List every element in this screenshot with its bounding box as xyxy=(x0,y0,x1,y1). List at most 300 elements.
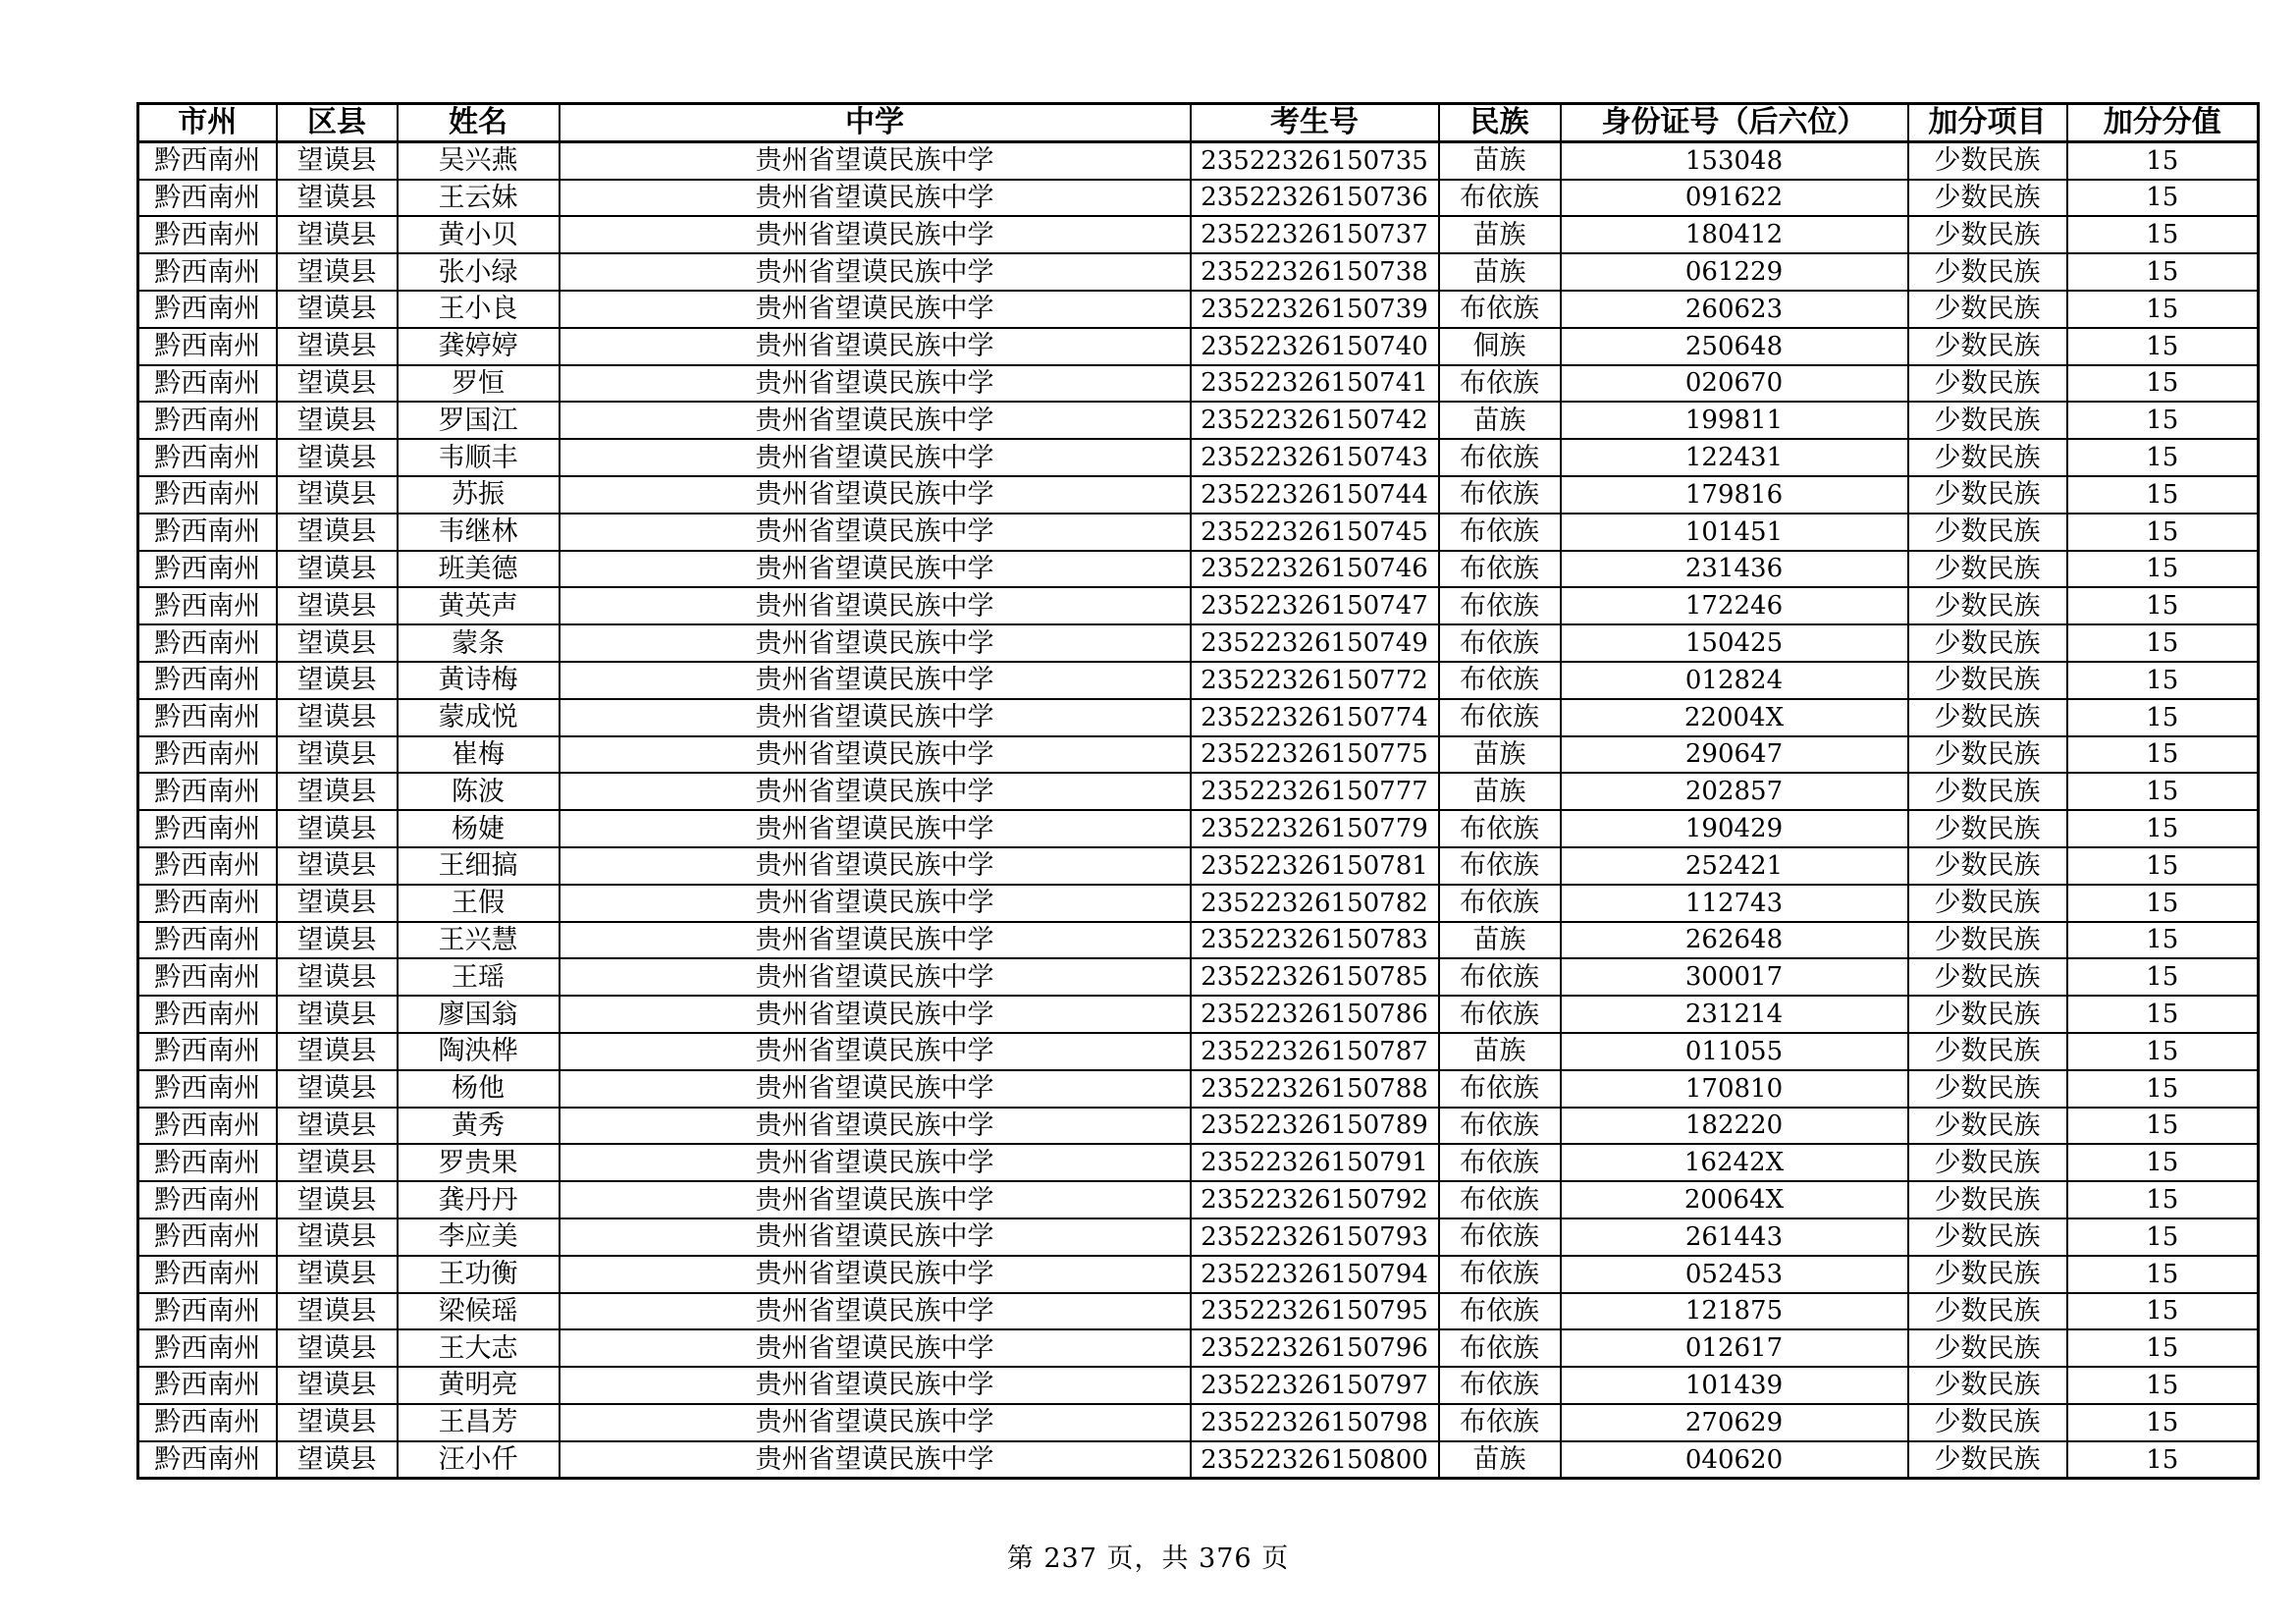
cell-id-last6: 172246 xyxy=(1561,587,1908,624)
cell-name: 王昌芳 xyxy=(398,1404,560,1441)
table-body xyxy=(138,141,2259,1479)
cell-school: 贵州省望谟民族中学 xyxy=(560,996,1191,1033)
cell-school: 贵州省望谟民族中学 xyxy=(560,514,1191,551)
cell-exam-number: 23522326150739 xyxy=(1191,291,1439,328)
cell-id-last6: 150425 xyxy=(1561,624,1908,662)
table-row xyxy=(138,922,2259,959)
table-row xyxy=(138,365,2259,403)
cell-bonus-points: 15 xyxy=(2067,1329,2259,1367)
cell-bonus-points: 15 xyxy=(2067,476,2259,514)
cell-id-last6: 012824 xyxy=(1561,662,1908,699)
cell-bonus-points: 15 xyxy=(2067,922,2259,959)
cell-city: 黔西南州 xyxy=(138,1033,277,1070)
cell-ethnicity: 苗族 xyxy=(1439,253,1561,291)
cell-ethnicity: 布依族 xyxy=(1439,1108,1561,1145)
cell-ethnicity: 布依族 xyxy=(1439,476,1561,514)
cell-city: 黔西南州 xyxy=(138,1404,277,1441)
cell-bonus-points: 15 xyxy=(2067,180,2259,217)
cell-ethnicity: 布依族 xyxy=(1439,551,1561,588)
cell-bonus-points: 15 xyxy=(2067,328,2259,365)
cell-bonus-points: 15 xyxy=(2067,1256,2259,1293)
cell-city: 黔西南州 xyxy=(138,1441,277,1479)
cell-county: 望谟县 xyxy=(277,216,398,253)
cell-exam-number: 23522326150794 xyxy=(1191,1256,1439,1293)
cell-bonus-item: 少数民族 xyxy=(1908,1329,2067,1367)
cell-school: 贵州省望谟民族中学 xyxy=(560,1070,1191,1108)
cell-exam-number: 23522326150737 xyxy=(1191,216,1439,253)
cell-county: 望谟县 xyxy=(277,1144,398,1181)
cell-name: 罗国江 xyxy=(398,402,560,439)
cell-id-last6: 179816 xyxy=(1561,476,1908,514)
cell-bonus-points: 15 xyxy=(2067,587,2259,624)
header-city: 市州 xyxy=(138,104,277,142)
table-row xyxy=(138,291,2259,328)
table-row xyxy=(138,253,2259,291)
cell-exam-number: 23522326150800 xyxy=(1191,1441,1439,1479)
table-row xyxy=(138,1256,2259,1293)
table-row xyxy=(138,699,2259,736)
table-row xyxy=(138,773,2259,810)
table-row xyxy=(138,551,2259,588)
table-row xyxy=(138,476,2259,514)
cell-id-last6: 180412 xyxy=(1561,216,1908,253)
cell-bonus-item: 少数民族 xyxy=(1908,328,2067,365)
table-row xyxy=(138,1033,2259,1070)
cell-id-last6: 260623 xyxy=(1561,291,1908,328)
header-name: 姓名 xyxy=(398,104,560,142)
cell-city: 黔西南州 xyxy=(138,958,277,996)
cell-name: 黄诗梅 xyxy=(398,662,560,699)
cell-county: 望谟县 xyxy=(277,365,398,403)
table-row xyxy=(138,141,2259,179)
header-county: 区县 xyxy=(277,104,398,142)
cell-county: 望谟县 xyxy=(277,1441,398,1479)
cell-bonus-points: 15 xyxy=(2067,1070,2259,1108)
cell-school: 贵州省望谟民族中学 xyxy=(560,1144,1191,1181)
cell-exam-number: 23522326150795 xyxy=(1191,1293,1439,1330)
cell-bonus-item: 少数民族 xyxy=(1908,736,2067,774)
cell-school: 贵州省望谟民族中学 xyxy=(560,662,1191,699)
cell-county: 望谟县 xyxy=(277,328,398,365)
cell-id-last6: 012617 xyxy=(1561,1329,1908,1367)
cell-bonus-item: 少数民族 xyxy=(1908,810,2067,847)
cell-name: 黄英声 xyxy=(398,587,560,624)
cell-school: 贵州省望谟民族中学 xyxy=(560,402,1191,439)
cell-bonus-points: 15 xyxy=(2067,216,2259,253)
cell-ethnicity: 布依族 xyxy=(1439,439,1561,476)
cell-name: 汪小仟 xyxy=(398,1441,560,1479)
cell-name: 李应美 xyxy=(398,1218,560,1256)
cell-school: 贵州省望谟民族中学 xyxy=(560,439,1191,476)
cell-bonus-item: 少数民族 xyxy=(1908,885,2067,922)
cell-city: 黔西南州 xyxy=(138,439,277,476)
cell-exam-number: 23522326150735 xyxy=(1191,141,1439,179)
cell-name: 张小绿 xyxy=(398,253,560,291)
cell-name: 杨婕 xyxy=(398,810,560,847)
header-ethnicity: 民族 xyxy=(1439,104,1561,142)
cell-bonus-item: 少数民族 xyxy=(1908,402,2067,439)
table-row xyxy=(138,996,2259,1033)
cell-bonus-item: 少数民族 xyxy=(1908,699,2067,736)
cell-name: 班美德 xyxy=(398,551,560,588)
cell-id-last6: 040620 xyxy=(1561,1441,1908,1479)
cell-bonus-points: 15 xyxy=(2067,958,2259,996)
cell-id-last6: 122431 xyxy=(1561,439,1908,476)
cell-ethnicity: 布依族 xyxy=(1439,365,1561,403)
cell-county: 望谟县 xyxy=(277,1070,398,1108)
cell-name: 王兴慧 xyxy=(398,922,560,959)
cell-exam-number: 23522326150791 xyxy=(1191,1144,1439,1181)
cell-ethnicity: 侗族 xyxy=(1439,328,1561,365)
cell-city: 黔西南州 xyxy=(138,699,277,736)
cell-city: 黔西南州 xyxy=(138,885,277,922)
table-row xyxy=(138,439,2259,476)
cell-exam-number: 23522326150779 xyxy=(1191,810,1439,847)
cell-city: 黔西南州 xyxy=(138,1070,277,1108)
cell-county: 望谟县 xyxy=(277,885,398,922)
cell-school: 贵州省望谟民族中学 xyxy=(560,1293,1191,1330)
cell-city: 黔西南州 xyxy=(138,1181,277,1218)
cell-id-last6: 20064X xyxy=(1561,1181,1908,1218)
table-row xyxy=(138,180,2259,217)
table-row xyxy=(138,736,2259,774)
table-row xyxy=(138,514,2259,551)
cell-school: 贵州省望谟民族中学 xyxy=(560,476,1191,514)
cell-city: 黔西南州 xyxy=(138,847,277,885)
cell-bonus-item: 少数民族 xyxy=(1908,1108,2067,1145)
cell-county: 望谟县 xyxy=(277,958,398,996)
cell-bonus-item: 少数民族 xyxy=(1908,180,2067,217)
cell-name: 黄小贝 xyxy=(398,216,560,253)
cell-bonus-points: 15 xyxy=(2067,847,2259,885)
cell-bonus-points: 15 xyxy=(2067,439,2259,476)
cell-bonus-item: 少数民族 xyxy=(1908,922,2067,959)
cell-city: 黔西南州 xyxy=(138,365,277,403)
cell-exam-number: 23522326150783 xyxy=(1191,922,1439,959)
table-row xyxy=(138,1441,2259,1479)
cell-id-last6: 052453 xyxy=(1561,1256,1908,1293)
cell-name: 王瑶 xyxy=(398,958,560,996)
cell-county: 望谟县 xyxy=(277,291,398,328)
cell-county: 望谟县 xyxy=(277,624,398,662)
cell-name: 韦继林 xyxy=(398,514,560,551)
cell-ethnicity: 布依族 xyxy=(1439,1218,1561,1256)
cell-city: 黔西南州 xyxy=(138,1329,277,1367)
cell-bonus-item: 少数民族 xyxy=(1908,996,2067,1033)
cell-bonus-item: 少数民族 xyxy=(1908,624,2067,662)
cell-city: 黔西南州 xyxy=(138,291,277,328)
cell-exam-number: 23522326150785 xyxy=(1191,958,1439,996)
cell-id-last6: 170810 xyxy=(1561,1070,1908,1108)
cell-county: 望谟县 xyxy=(277,1367,398,1404)
table-row xyxy=(138,1218,2259,1256)
cell-school: 贵州省望谟民族中学 xyxy=(560,1329,1191,1367)
cell-bonus-points: 15 xyxy=(2067,551,2259,588)
cell-name: 吴兴燕 xyxy=(398,141,560,179)
cell-ethnicity: 布依族 xyxy=(1439,1329,1561,1367)
cell-city: 黔西南州 xyxy=(138,216,277,253)
cell-county: 望谟县 xyxy=(277,551,398,588)
cell-id-last6: 101451 xyxy=(1561,514,1908,551)
cell-city: 黔西南州 xyxy=(138,922,277,959)
cell-bonus-points: 15 xyxy=(2067,1108,2259,1145)
cell-name: 王大志 xyxy=(398,1329,560,1367)
cell-bonus-item: 少数民族 xyxy=(1908,253,2067,291)
cell-exam-number: 23522326150743 xyxy=(1191,439,1439,476)
cell-school: 贵州省望谟民族中学 xyxy=(560,1033,1191,1070)
cell-ethnicity: 苗族 xyxy=(1439,922,1561,959)
cell-bonus-points: 15 xyxy=(2067,699,2259,736)
cell-school: 贵州省望谟民族中学 xyxy=(560,736,1191,774)
cell-school: 贵州省望谟民族中学 xyxy=(560,1441,1191,1479)
cell-name: 龚丹丹 xyxy=(398,1181,560,1218)
cell-bonus-item: 少数民族 xyxy=(1908,476,2067,514)
table-row xyxy=(138,885,2259,922)
cell-ethnicity: 布依族 xyxy=(1439,1256,1561,1293)
cell-bonus-item: 少数民族 xyxy=(1908,439,2067,476)
table-row xyxy=(138,624,2259,662)
cell-exam-number: 23522326150738 xyxy=(1191,253,1439,291)
cell-school: 贵州省望谟民族中学 xyxy=(560,141,1191,179)
cell-exam-number: 23522326150744 xyxy=(1191,476,1439,514)
cell-county: 望谟县 xyxy=(277,922,398,959)
cell-school: 贵州省望谟民族中学 xyxy=(560,587,1191,624)
cell-exam-number: 23522326150777 xyxy=(1191,773,1439,810)
cell-ethnicity: 苗族 xyxy=(1439,736,1561,774)
table-row xyxy=(138,810,2259,847)
cell-county: 望谟县 xyxy=(277,662,398,699)
cell-bonus-points: 15 xyxy=(2067,1144,2259,1181)
cell-school: 贵州省望谟民族中学 xyxy=(560,1181,1191,1218)
table-row xyxy=(138,662,2259,699)
table-row xyxy=(138,587,2259,624)
cell-bonus-points: 15 xyxy=(2067,291,2259,328)
cell-school: 贵州省望谟民族中学 xyxy=(560,958,1191,996)
cell-bonus-points: 15 xyxy=(2067,402,2259,439)
cell-name: 梁候瑶 xyxy=(398,1293,560,1330)
cell-school: 贵州省望谟民族中学 xyxy=(560,365,1191,403)
cell-name: 王功衡 xyxy=(398,1256,560,1293)
table-row xyxy=(138,1404,2259,1441)
cell-county: 望谟县 xyxy=(277,439,398,476)
cell-city: 黔西南州 xyxy=(138,402,277,439)
cell-city: 黔西南州 xyxy=(138,662,277,699)
cell-school: 贵州省望谟民族中学 xyxy=(560,291,1191,328)
cell-bonus-points: 15 xyxy=(2067,996,2259,1033)
cell-county: 望谟县 xyxy=(277,773,398,810)
cell-bonus-points: 15 xyxy=(2067,1441,2259,1479)
cell-bonus-item: 少数民族 xyxy=(1908,551,2067,588)
cell-ethnicity: 布依族 xyxy=(1439,1293,1561,1330)
table-row xyxy=(138,1108,2259,1145)
cell-county: 望谟县 xyxy=(277,514,398,551)
cell-city: 黔西南州 xyxy=(138,810,277,847)
cell-exam-number: 23522326150740 xyxy=(1191,328,1439,365)
cell-id-last6: 262648 xyxy=(1561,922,1908,959)
cell-city: 黔西南州 xyxy=(138,587,277,624)
cell-bonus-points: 15 xyxy=(2067,773,2259,810)
cell-city: 黔西南州 xyxy=(138,253,277,291)
cell-bonus-points: 15 xyxy=(2067,1181,2259,1218)
cell-id-last6: 290647 xyxy=(1561,736,1908,774)
cell-city: 黔西南州 xyxy=(138,1218,277,1256)
cell-name: 廖国翁 xyxy=(398,996,560,1033)
cell-county: 望谟县 xyxy=(277,141,398,179)
cell-bonus-item: 少数民族 xyxy=(1908,1367,2067,1404)
cell-bonus-points: 15 xyxy=(2067,1367,2259,1404)
cell-bonus-points: 15 xyxy=(2067,1033,2259,1070)
cell-school: 贵州省望谟民族中学 xyxy=(560,1218,1191,1256)
cell-ethnicity: 布依族 xyxy=(1439,624,1561,662)
cell-id-last6: 091622 xyxy=(1561,180,1908,217)
cell-county: 望谟县 xyxy=(277,402,398,439)
cell-id-last6: 231436 xyxy=(1561,551,1908,588)
cell-school: 贵州省望谟民族中学 xyxy=(560,773,1191,810)
cell-bonus-item: 少数民族 xyxy=(1908,514,2067,551)
cell-county: 望谟县 xyxy=(277,699,398,736)
cell-name: 陈波 xyxy=(398,773,560,810)
cell-exam-number: 23522326150772 xyxy=(1191,662,1439,699)
cell-county: 望谟县 xyxy=(277,1293,398,1330)
cell-bonus-points: 15 xyxy=(2067,365,2259,403)
cell-ethnicity: 苗族 xyxy=(1439,141,1561,179)
cell-school: 贵州省望谟民族中学 xyxy=(560,847,1191,885)
table-row xyxy=(138,328,2259,365)
cell-county: 望谟县 xyxy=(277,253,398,291)
cell-city: 黔西南州 xyxy=(138,476,277,514)
cell-name: 杨他 xyxy=(398,1070,560,1108)
cell-city: 黔西南州 xyxy=(138,624,277,662)
cell-id-last6: 261443 xyxy=(1561,1218,1908,1256)
cell-school: 贵州省望谟民族中学 xyxy=(560,699,1191,736)
cell-bonus-item: 少数民族 xyxy=(1908,1293,2067,1330)
header-exam-number: 考生号 xyxy=(1191,104,1439,142)
cell-ethnicity: 布依族 xyxy=(1439,810,1561,847)
cell-bonus-item: 少数民族 xyxy=(1908,847,2067,885)
cell-name: 韦顺丰 xyxy=(398,439,560,476)
cell-county: 望谟县 xyxy=(277,180,398,217)
cell-city: 黔西南州 xyxy=(138,1293,277,1330)
table-row xyxy=(138,216,2259,253)
cell-county: 望谟县 xyxy=(277,1218,398,1256)
table-row xyxy=(138,847,2259,885)
cell-exam-number: 23522326150774 xyxy=(1191,699,1439,736)
cell-bonus-points: 15 xyxy=(2067,253,2259,291)
cell-name: 罗贵果 xyxy=(398,1144,560,1181)
cell-bonus-item: 少数民族 xyxy=(1908,216,2067,253)
cell-bonus-points: 15 xyxy=(2067,1218,2259,1256)
cell-city: 黔西南州 xyxy=(138,180,277,217)
cell-exam-number: 23522326150745 xyxy=(1191,514,1439,551)
cell-exam-number: 23522326150792 xyxy=(1191,1181,1439,1218)
cell-county: 望谟县 xyxy=(277,996,398,1033)
page-footer: 第 237 页，共 376 页 xyxy=(1006,1543,1290,1574)
cell-ethnicity: 苗族 xyxy=(1439,402,1561,439)
cell-county: 望谟县 xyxy=(277,847,398,885)
cell-school: 贵州省望谟民族中学 xyxy=(560,216,1191,253)
table-row xyxy=(138,1329,2259,1367)
cell-id-last6: 101439 xyxy=(1561,1367,1908,1404)
cell-school: 贵州省望谟民族中学 xyxy=(560,810,1191,847)
cell-county: 望谟县 xyxy=(277,1329,398,1367)
cell-name: 蒙条 xyxy=(398,624,560,662)
cell-county: 望谟县 xyxy=(277,736,398,774)
cell-name: 王云妹 xyxy=(398,180,560,217)
header-school: 中学 xyxy=(560,104,1191,142)
cell-school: 贵州省望谟民族中学 xyxy=(560,1256,1191,1293)
cell-ethnicity: 苗族 xyxy=(1439,216,1561,253)
cell-name: 王假 xyxy=(398,885,560,922)
cell-name: 龚婷婷 xyxy=(398,328,560,365)
cell-name: 王细搞 xyxy=(398,847,560,885)
cell-id-last6: 011055 xyxy=(1561,1033,1908,1070)
cell-school: 贵州省望谟民族中学 xyxy=(560,624,1191,662)
table-row xyxy=(138,1293,2259,1330)
header-id-last6: 身份证号（后六位） xyxy=(1561,104,1908,142)
cell-name: 苏振 xyxy=(398,476,560,514)
cell-bonus-item: 少数民族 xyxy=(1908,1218,2067,1256)
cell-county: 望谟县 xyxy=(277,587,398,624)
cell-bonus-item: 少数民族 xyxy=(1908,365,2067,403)
cell-id-last6: 252421 xyxy=(1561,847,1908,885)
cell-ethnicity: 布依族 xyxy=(1439,180,1561,217)
cell-id-last6: 300017 xyxy=(1561,958,1908,996)
cell-exam-number: 23522326150749 xyxy=(1191,624,1439,662)
cell-exam-number: 23522326150775 xyxy=(1191,736,1439,774)
cell-ethnicity: 布依族 xyxy=(1439,847,1561,885)
cell-ethnicity: 布依族 xyxy=(1439,885,1561,922)
cell-name: 蒙成悦 xyxy=(398,699,560,736)
cell-exam-number: 23522326150787 xyxy=(1191,1033,1439,1070)
cell-id-last6: 112743 xyxy=(1561,885,1908,922)
cell-exam-number: 23522326150782 xyxy=(1191,885,1439,922)
cell-ethnicity: 布依族 xyxy=(1439,662,1561,699)
cell-county: 望谟县 xyxy=(277,810,398,847)
header-bonus-item: 加分项目 xyxy=(1908,104,2067,142)
cell-school: 贵州省望谟民族中学 xyxy=(560,253,1191,291)
cell-name: 黄秀 xyxy=(398,1108,560,1145)
cell-id-last6: 020670 xyxy=(1561,365,1908,403)
cell-ethnicity: 布依族 xyxy=(1439,291,1561,328)
cell-exam-number: 23522326150786 xyxy=(1191,996,1439,1033)
cell-bonus-points: 15 xyxy=(2067,514,2259,551)
cell-bonus-points: 15 xyxy=(2067,141,2259,179)
cell-city: 黔西南州 xyxy=(138,773,277,810)
cell-exam-number: 23522326150742 xyxy=(1191,402,1439,439)
cell-ethnicity: 苗族 xyxy=(1439,1033,1561,1070)
cell-bonus-item: 少数民族 xyxy=(1908,1256,2067,1293)
cell-bonus-item: 少数民族 xyxy=(1908,291,2067,328)
cell-county: 望谟县 xyxy=(277,1108,398,1145)
cell-bonus-item: 少数民族 xyxy=(1908,1441,2067,1479)
cell-city: 黔西南州 xyxy=(138,1108,277,1145)
cell-bonus-points: 15 xyxy=(2067,662,2259,699)
cell-bonus-item: 少数民族 xyxy=(1908,1033,2067,1070)
table-row xyxy=(138,1367,2259,1404)
cell-city: 黔西南州 xyxy=(138,551,277,588)
cell-name: 黄明亮 xyxy=(398,1367,560,1404)
cell-exam-number: 23522326150796 xyxy=(1191,1329,1439,1367)
cell-id-last6: 153048 xyxy=(1561,141,1908,179)
cell-bonus-points: 15 xyxy=(2067,624,2259,662)
cell-city: 黔西南州 xyxy=(138,1256,277,1293)
cell-exam-number: 23522326150736 xyxy=(1191,180,1439,217)
cell-ethnicity: 布依族 xyxy=(1439,1144,1561,1181)
cell-id-last6: 231214 xyxy=(1561,996,1908,1033)
cell-bonus-points: 15 xyxy=(2067,810,2259,847)
cell-id-last6: 190429 xyxy=(1561,810,1908,847)
cell-id-last6: 202857 xyxy=(1561,773,1908,810)
